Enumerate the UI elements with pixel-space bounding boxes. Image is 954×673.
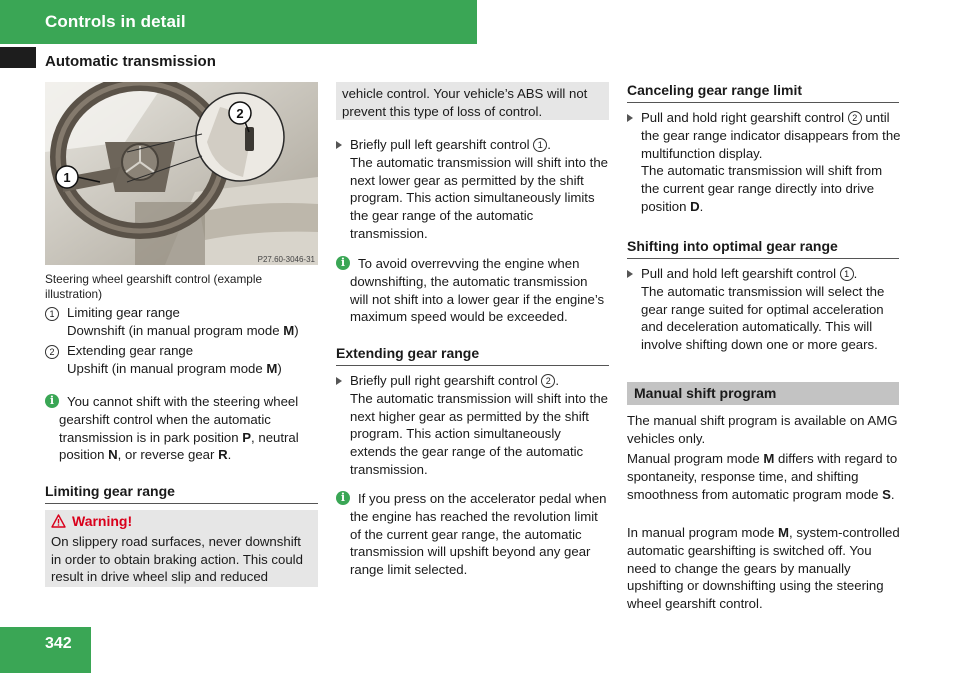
manual-paragraph-2: Manual program mode M differs with regard to spontaneity, response time, and shifting smoothness from automatic program mode S. bbox=[627, 451, 898, 502]
figure-code: P27.60-3046-31 bbox=[257, 255, 315, 264]
warning-triangle-icon bbox=[51, 514, 66, 528]
heading-extending-gear-range: Extending gear range bbox=[336, 344, 609, 366]
step-cancel-limit: Pull and hold right gearshift control 2 until the gear range indicator disappears from the multifunction display. The automatic transmission will shift from the current gear range directly into drive position D. bbox=[627, 109, 901, 216]
info-note-park-position: i You cannot shift with the steering wheel gearshift control when the automatic transmission is in park position P, neutral position N, or reverse gear R. bbox=[45, 393, 318, 464]
info-icon: i bbox=[45, 394, 59, 408]
info-note-overrevving: i To avoid overrevving the engine when downshifting, the automatic transmission will not shift into a lower gear if the engine’s maximum speed would be exceeded. bbox=[336, 255, 609, 326]
heading-limiting-gear-range: Limiting gear range bbox=[45, 482, 318, 504]
step-limit-gear-range: Briefly pull left gearshift control 1 . The automatic transmission will shift into the next lower gear as permitted by the shift program. This action simultaneously limits the gear range of the automatic transmission. bbox=[336, 136, 609, 243]
page-number: 342 bbox=[45, 635, 72, 652]
step-arrow-icon bbox=[627, 114, 633, 122]
chapter-title: Controls in detail bbox=[45, 12, 186, 31]
warning-text: On slippery road surfaces, never downshift in order to obtain braking action. This could result in drive wheel slip and reduced bbox=[51, 533, 303, 585]
step-detail: The automatic transmission will shift from the current gear range directly into drive position D. bbox=[641, 163, 883, 214]
warning-box bbox=[45, 510, 318, 587]
step-extend-gear-range: Briefly pull right gearshift control 2 . The automatic transmission will shift into the next higher gear as permitted by the shift program. This action simultaneously extends the gear range of the automatic transmission. bbox=[336, 372, 609, 479]
step-detail: The automatic transmission will shift into the next higher gear as permitted by the shift program. This action simultaneously extends the gear range of the automatic transmission. bbox=[350, 390, 608, 477]
steering-wheel-illustration bbox=[45, 82, 318, 265]
step-arrow-icon bbox=[336, 377, 342, 385]
page-number-tab bbox=[0, 627, 91, 673]
step-optimal-gear-range: Pull and hold left gearshift control 1 . The automatic transmission will select the gear range suited for optimal acceleration and deceleration automatically. This will involve shifting down one or more gears. bbox=[627, 265, 901, 354]
section-title: Automatic transmission bbox=[45, 53, 216, 70]
banner-manual-shift-program: Manual shift program bbox=[627, 382, 899, 405]
section-tab-marker bbox=[0, 47, 36, 68]
callout-2: 2 bbox=[236, 106, 244, 121]
manual-paragraph-1: The manual shift program is available on AMG vehicles only. bbox=[627, 413, 898, 446]
legend-detail: Downshift (in manual program mode M) bbox=[67, 323, 299, 338]
chapter-header bbox=[0, 0, 477, 44]
legend-number: 2 bbox=[45, 345, 59, 359]
info-note-accelerator: i If you press on the accelerator pedal when the engine has reached the revolution limit of the current gear range, the automatic transmission will upshift beyond any gear range limit selected. bbox=[336, 490, 609, 579]
warning-heading: Warning! bbox=[51, 513, 312, 531]
warning-box-continued: vehicle control. Your vehicle’s ABS will not prevent this type of loss of control. bbox=[336, 82, 609, 120]
step-arrow-icon bbox=[627, 270, 633, 278]
manual-paragraph-3: In manual program mode M, system-controlled automatic gearshifting is switched off. You need to change the gears by manually upshifting or downshifting using the steering wheel gearshift control. bbox=[627, 525, 900, 612]
info-icon: i bbox=[336, 491, 350, 505]
step-arrow-icon bbox=[336, 141, 342, 149]
step-detail: The automatic transmission will select the gear range suited for optimal acceleration and deceleration automatically. This will involve shifting down one or more gears. bbox=[641, 283, 885, 353]
legend-number: 1 bbox=[45, 307, 59, 321]
heading-canceling-gear-range-limit: Canceling gear range limit bbox=[627, 81, 899, 103]
info-icon: i bbox=[336, 256, 350, 270]
figure-caption: Steering wheel gearshift control (example illustration) bbox=[45, 272, 263, 301]
heading-optimal-gear-range: Shifting into optimal gear range bbox=[627, 237, 899, 259]
legend-detail: Upshift (in manual program mode M) bbox=[67, 361, 282, 376]
callout-1: 1 bbox=[63, 170, 71, 185]
legend-label: Limiting gear range bbox=[67, 305, 180, 320]
step-detail: The automatic transmission will shift into the next lower gear as permitted by the shift program. This action simultaneously limits the gear range of the automatic transmission. bbox=[350, 154, 608, 241]
legend-label: Extending gear range bbox=[67, 343, 194, 358]
